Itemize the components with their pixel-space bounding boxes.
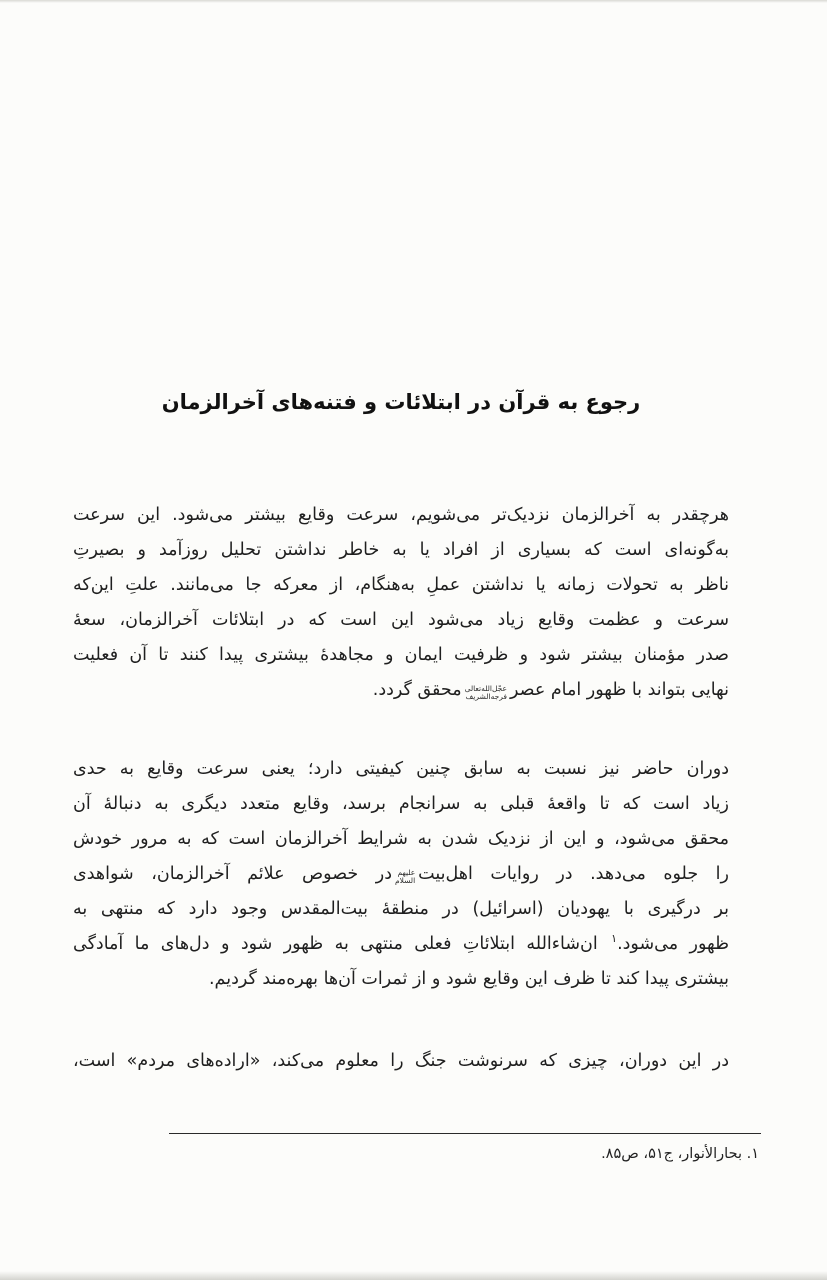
- body-line: به‌گونه‌ای است که بسیاری از افراد یا به خاطر نداشتن تحلیل روزآمد و بصیرتِ: [73, 540, 729, 560]
- body-text: در خصوص علائم آخرالزمان، شواهدی: [73, 864, 392, 884]
- body-text: نهایی بتواند با ظهور امام عصر: [509, 680, 729, 700]
- scan-edge-bottom: [0, 1271, 827, 1280]
- body-text: ظهور می‌شود.: [617, 934, 729, 954]
- paragraph-2: [73, 752, 729, 997]
- body-line: سرعت و عظمت وقایع زیاد می‌شود این است که در ابتلائات آخرالزمان، سعهٔ: [73, 610, 729, 630]
- body-line: صدر مؤمنان بیشتر شود و ظرفیت ایمان و مجاهدهٔ بیشتری پیدا کنند تا آن فعلیت: [73, 645, 729, 665]
- body-line: هرچقدر به آخرالزمان نزدیک‌تر می‌شویم، سرعت وقایع بیشتر می‌شود. این سرعت: [73, 505, 729, 525]
- body-line: زیاد است که تا واقعهٔ قبلی به سرانجام برسد، وقایع متعدد دیگری به دنبالهٔ آن: [73, 794, 729, 814]
- paragraph-3: [73, 1044, 729, 1079]
- body-line: در این دوران، چیزی که سرنوشت جنگ را معلوم می‌کند، «اراده‌های مردم» است،: [73, 1051, 729, 1071]
- body-line: ناظر به تحولات زمانه یا نداشتن عملِ به‌هنگام، از معرکه جا می‌مانند. علتِ این‌که: [73, 575, 729, 595]
- paragraph-1: [73, 498, 729, 708]
- honorific-line: السلام: [394, 876, 416, 885]
- footnote-text: ۱. بحارالأنوار، ج۵۱، ص۸۵.: [601, 1146, 759, 1162]
- body-text: محقق گردد.: [372, 680, 462, 700]
- honorific-ajjalallah: [465, 685, 507, 702]
- body-line: [73, 857, 729, 892]
- body-line: [73, 927, 729, 962]
- honorific-line: علیهم: [397, 867, 416, 877]
- honorific-line: عجّل‌الله‌تعالی: [464, 683, 507, 693]
- footnote-divider: [169, 1133, 761, 1134]
- footnote-marker: ۱: [611, 932, 618, 946]
- body-line: بر درگیری با یهودیان (اسرائیل) در منطقهٔ بیت‌المقدس وجود دارد که منتهی به: [73, 899, 729, 919]
- scan-edge-top: [0, 0, 827, 3]
- body-text: ان‌شاءالله ابتلائاتِ فعلی منتهی به ظهور شود و دل‌های ما آمادگی: [73, 934, 598, 954]
- body-line: بیشتری پیدا کند تا ظرف این وقایع شود و از ثمرات آن‌ها بهره‌مند گردیم.: [208, 969, 729, 989]
- body-line: دوران حاضر نیز نسبت به سابق چنین کیفیتی دارد؛ یعنی سرعت وقایع به حدی: [73, 759, 729, 779]
- body-line: محقق می‌شود، و این از نزدیک شدن به شرایط آخرالزمان است که به مرور خودش: [73, 829, 729, 849]
- honorific-alayhim-assalam: [395, 869, 415, 886]
- honorific-line: فرجه‌الشریف: [465, 692, 507, 701]
- page-title: رجوع به قرآن در ابتلائات و فتنه‌های آخرالزمان: [161, 390, 641, 414]
- body-line: [73, 673, 729, 708]
- body-text: را جلوه می‌دهد. در روایات اهل‌بیت: [418, 864, 729, 884]
